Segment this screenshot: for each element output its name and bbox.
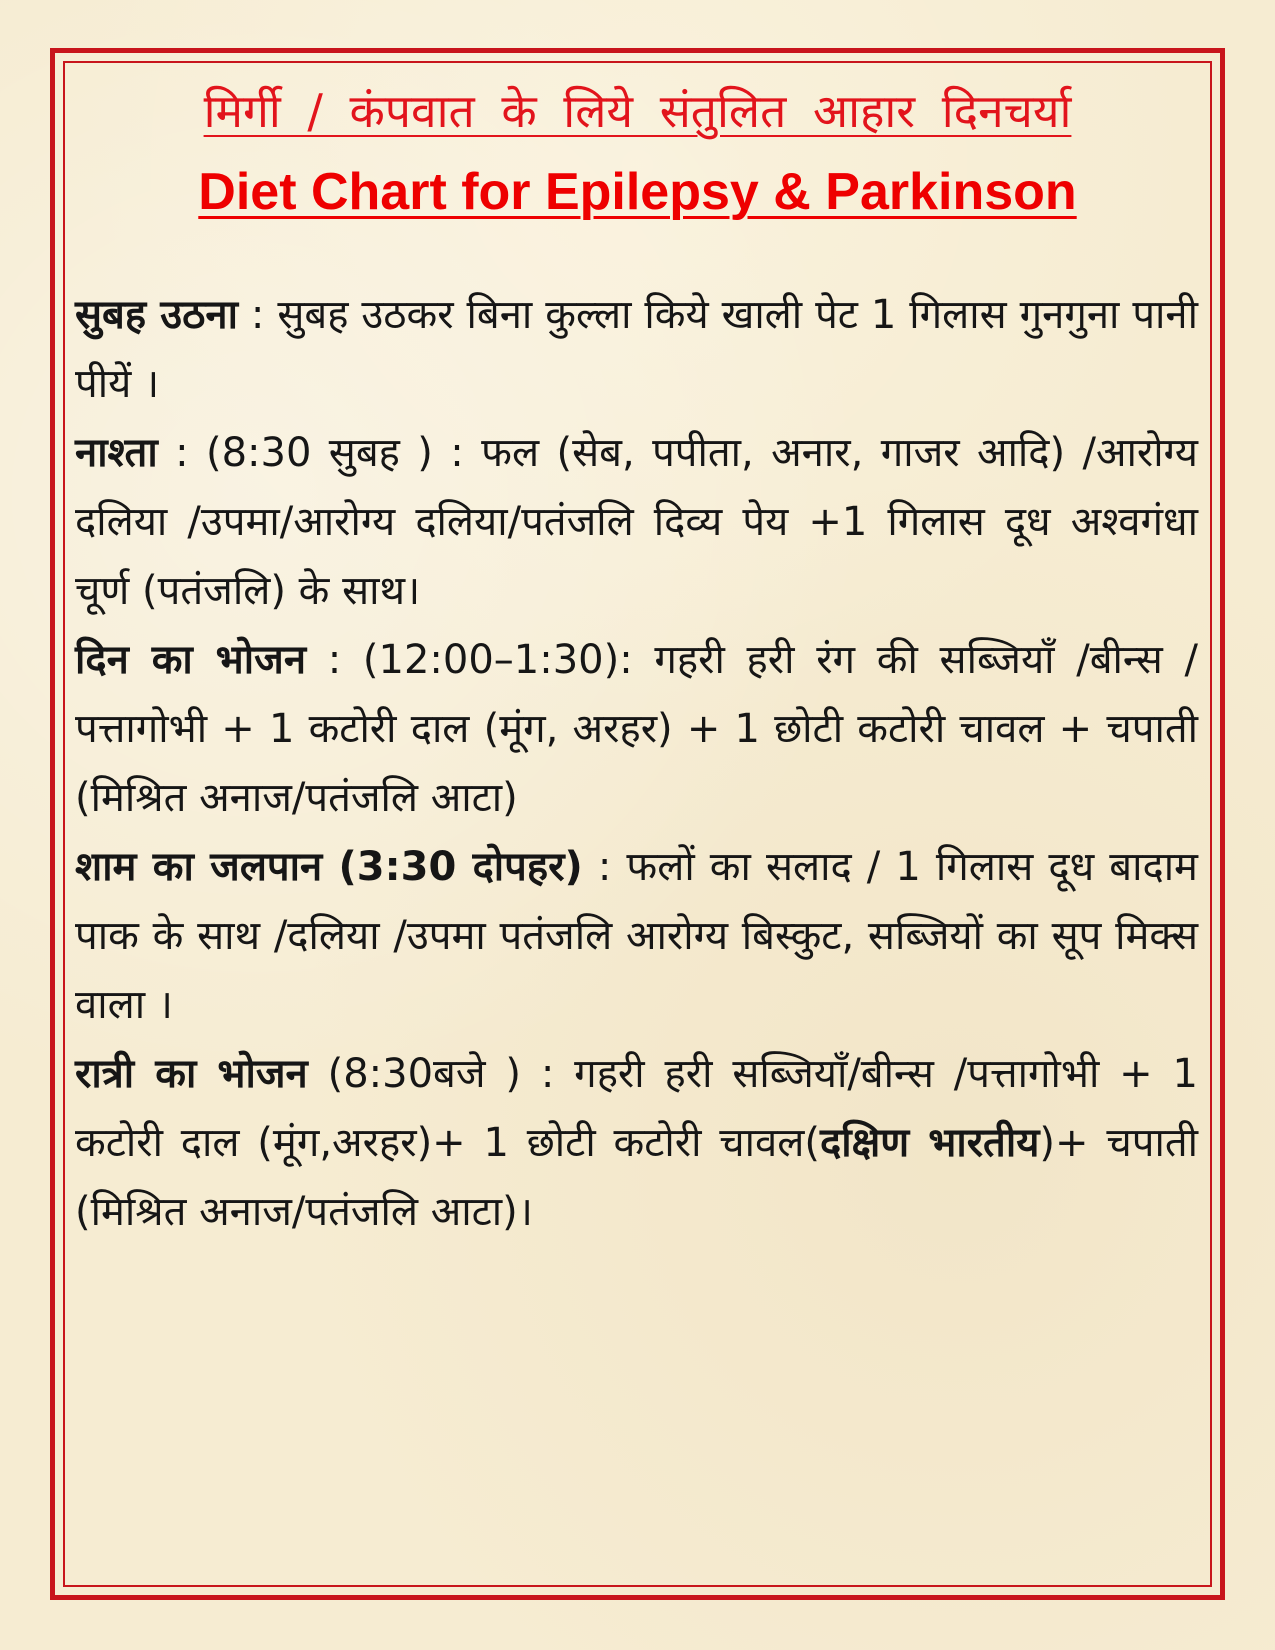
entry-label: सुबह उठना	[75, 292, 238, 338]
entry-evening-snack	[75, 833, 1198, 1040]
entry-label: नाश्ता	[75, 430, 158, 476]
entry-text-end: )+ चपाती (मिश्रित अनाज/पतंजलि आटा)।	[75, 1120, 1198, 1235]
entry-text: : सुबह उठकर बिना कुल्ला किये खाली पेट 1 गिलास गुनगुना पानी पीयें ।	[75, 292, 1198, 407]
page-border	[50, 48, 1225, 1600]
hindi-title-text: मिर्गी / कंपवात के लिये संतुलित आहार दिनचर्या	[203, 84, 1072, 138]
entry-dinner	[75, 1040, 1198, 1247]
entry-text: (8:30बजे ) : गहरी हरी सब्जियाँ/बीन्स /पत्तागोभी + 1 कटोरी दाल (मूंग,अरहर)+ 1 छोटी कटोरी चावल(	[75, 1051, 1198, 1166]
entry-bold-inline: दक्षिण भारतीय	[820, 1120, 1040, 1166]
english-title-text: Diet Chart for Epilepsy & Parkinson	[198, 163, 1077, 221]
entry-text: : फलों का सलाद / 1 गिलास दूध बादाम पाक के साथ /दलिया /उपमा पतंजलि आरोग्य बिस्कुट, सब्जियों का सूप मिक्स वाला ।	[75, 844, 1198, 1028]
entry-label: रात्री का भोजन	[75, 1051, 308, 1097]
entry-text: : (12:00–1:30): गहरी हरी रंग की सब्जियाँ /बीन्स /पत्तागोभी + 1 कटोरी दाल (मूंग, अरहर) + 1 छोटी कटोरी चावल + चपाती (मिश्रित अनाज/पतंजलि आटा)	[75, 637, 1198, 821]
entry-lunch	[75, 626, 1198, 833]
entry-label: शाम का जलपान (3:30 दोपहर)	[75, 844, 583, 890]
english-title	[55, 159, 1220, 225]
diet-schedule	[75, 281, 1198, 1247]
entry-breakfast	[75, 419, 1198, 626]
hindi-title	[55, 81, 1220, 141]
entry-label: दिन का भोजन	[75, 637, 307, 683]
entry-text: : (8:30 सुबह ) : फल (सेब, पपीता, अनार, गाजर आदि) /आरोग्य दलिया /उपमा/आरोग्य दलिया/पतंजलि दिव्य पेय +1 गिलास दूध अश्वगंधा चूर्ण (पतंजलि) के साथ।	[75, 430, 1198, 614]
entry-wake-up	[75, 281, 1198, 419]
